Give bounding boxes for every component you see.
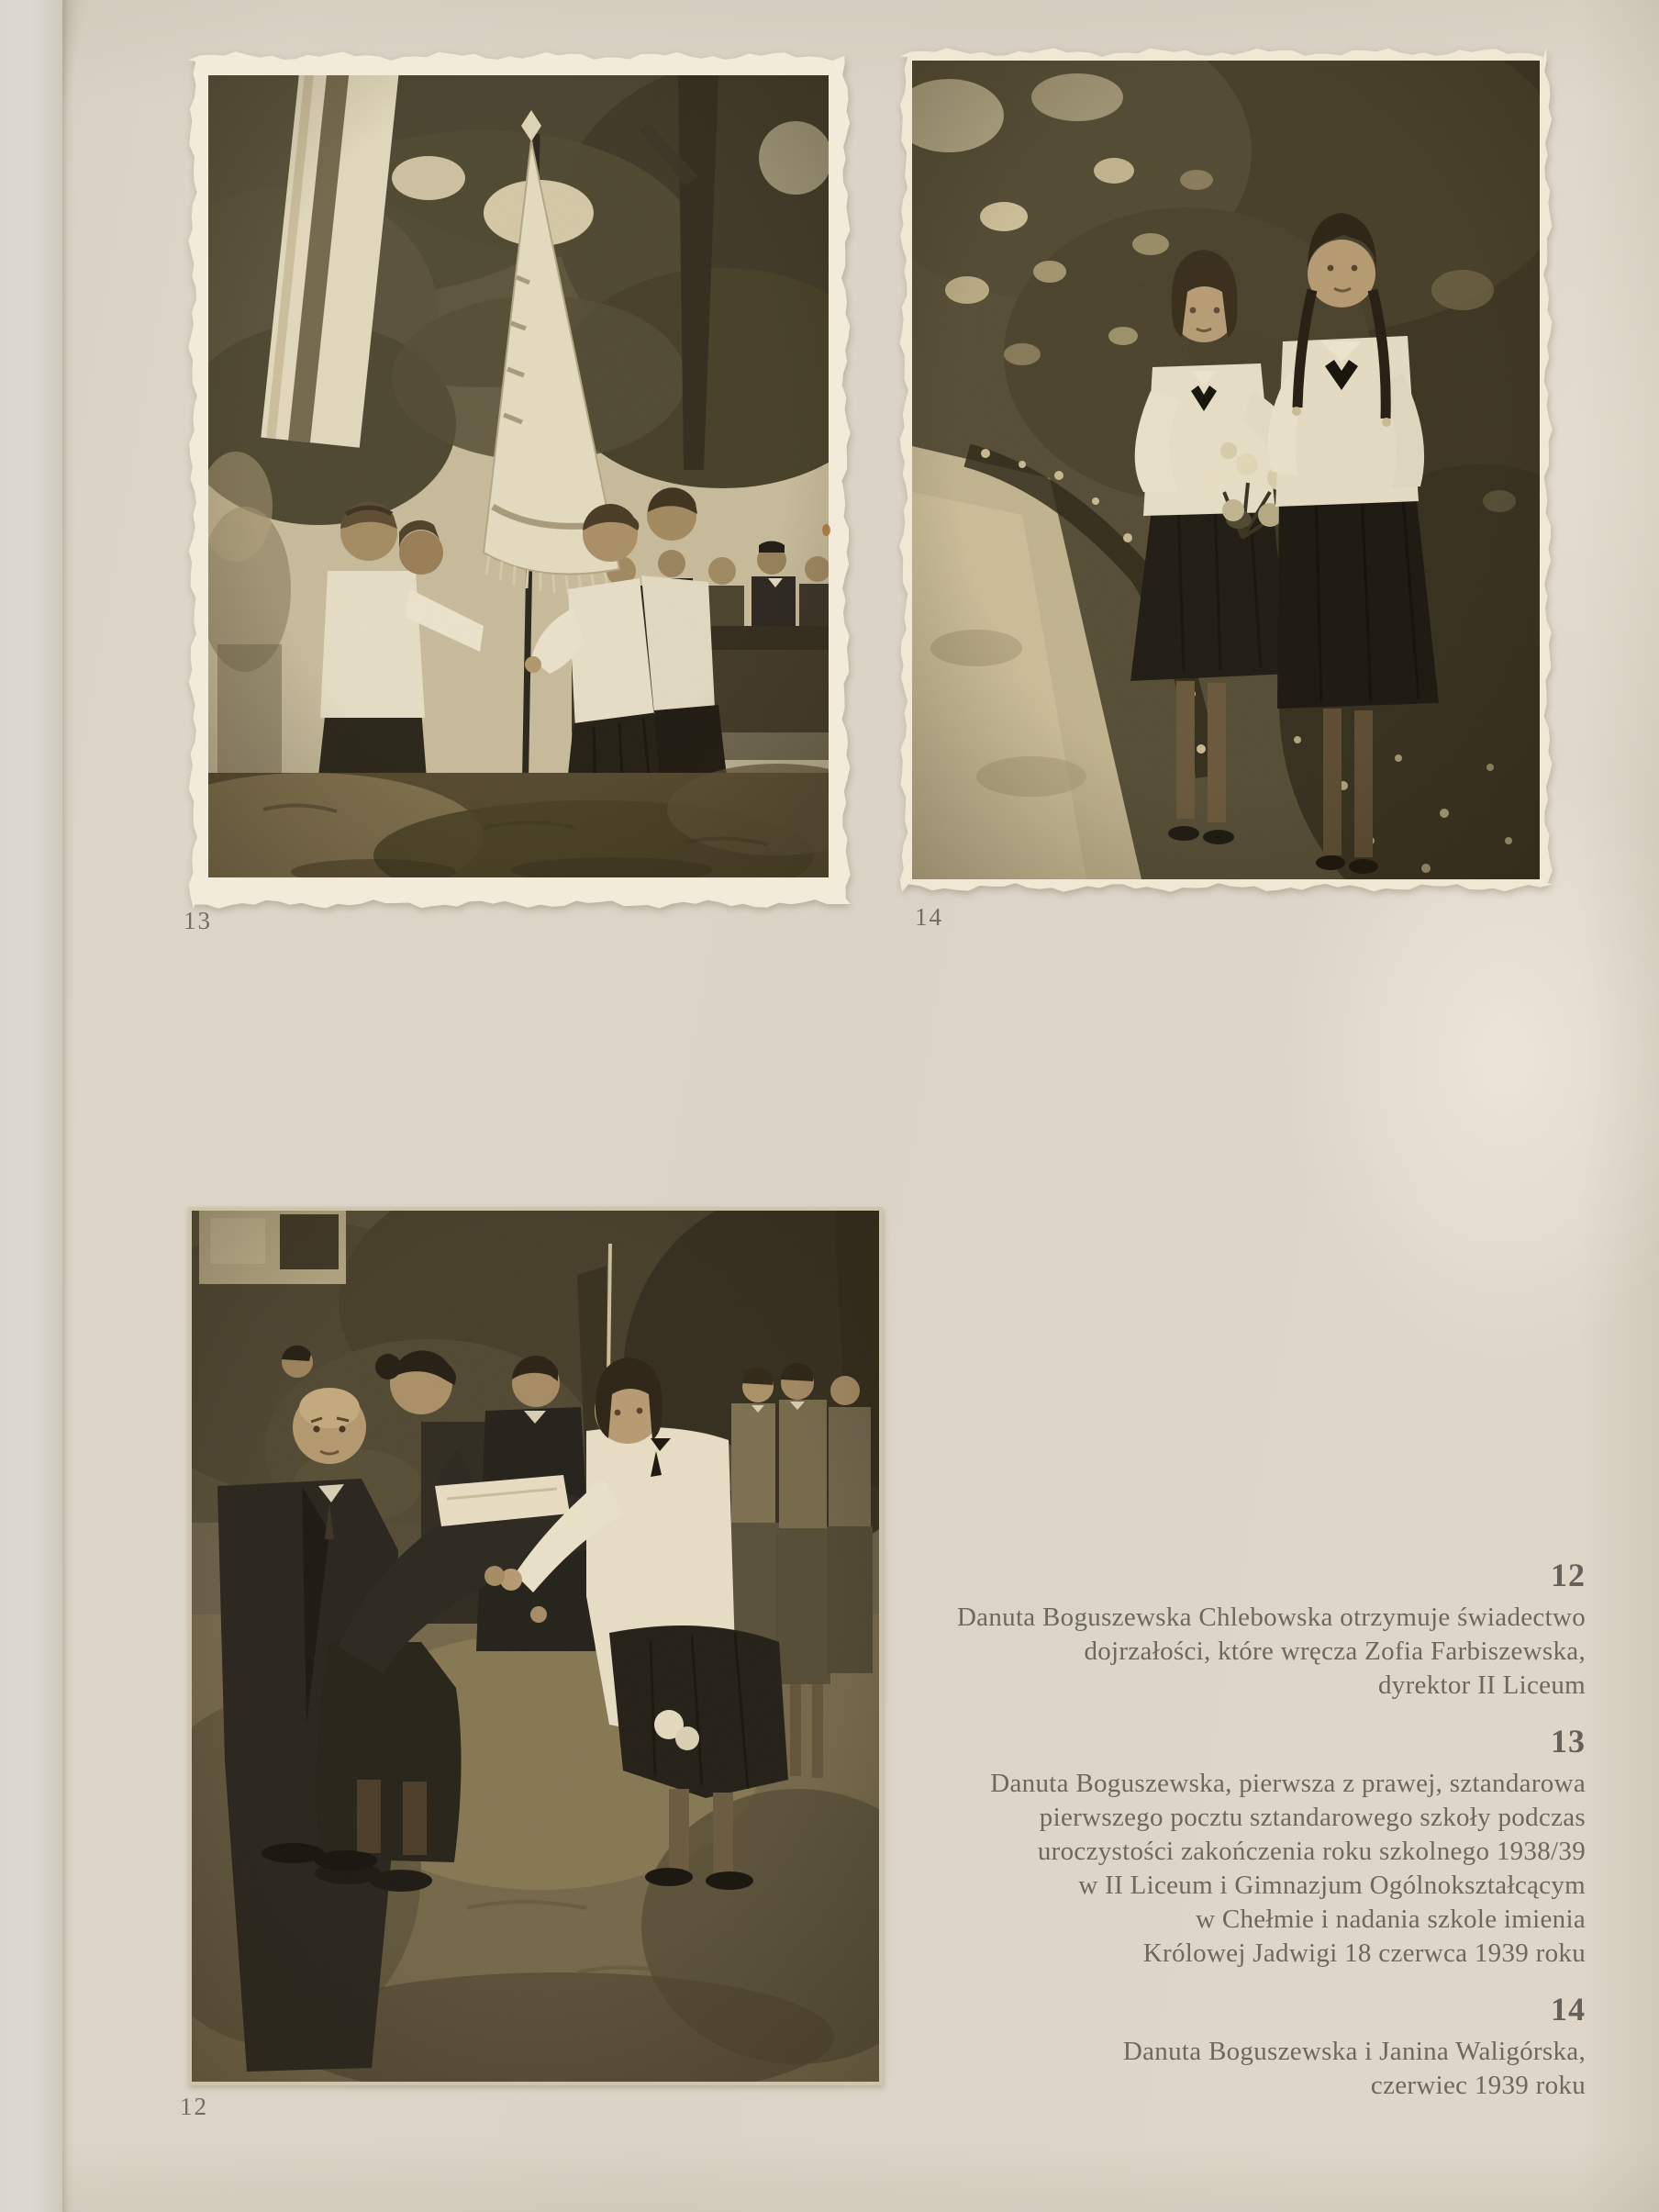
caption-12-line: dyrektor II Liceum	[1377, 1670, 1586, 1700]
page-crease-shadow	[62, 0, 75, 2212]
caption-12	[861, 1558, 1586, 1703]
caption-14-line: Danuta Boguszewska i Janina Waligórska,	[1122, 2037, 1586, 2066]
photo-12-certificate-handover	[188, 1207, 883, 2085]
photo-12-number-label: 12	[180, 2093, 208, 2120]
caption-12-line: dojrzałości, które wręcza Zofia Farbiszewska,	[1084, 1637, 1586, 1666]
caption-13-line: w Chełmie i nadania szkole imienia	[1196, 1905, 1586, 1934]
caption-13-number: 13	[1551, 1723, 1586, 1760]
photo-13-image	[208, 75, 829, 877]
photo-13-print	[188, 51, 851, 909]
caption-14-line: czerwiec 1939 roku	[1370, 2071, 1586, 2100]
photo-14-two-women	[899, 48, 1553, 892]
photo-14-image	[912, 61, 1540, 879]
photo-14-print	[899, 48, 1553, 892]
caption-13-line: Danuta Boguszewska, pierwsza z prawej, sztandarowa	[990, 1769, 1586, 1798]
page-gutter-edge	[0, 0, 62, 2212]
caption-13	[861, 1725, 1586, 1971]
photo-13-number-label: 13	[184, 907, 212, 934]
photo-13-flag-ceremony	[188, 51, 851, 909]
caption-13-line: w II Liceum i Gimnazjum Ogólnokształcącym	[1078, 1871, 1586, 1900]
caption-14	[861, 1993, 1586, 2103]
caption-column	[861, 1558, 1586, 2103]
caption-14-number: 14	[1551, 1991, 1586, 2028]
photo-12-image	[192, 1211, 879, 2082]
caption-13-line: Królowej Jadwigi 18 czerwca 1939 roku	[1142, 1938, 1586, 1968]
rust-stain	[822, 524, 830, 536]
caption-13-line: uroczystości zakończenia roku szkolnego 1938/39	[1037, 1837, 1586, 1866]
caption-12-number: 12	[1551, 1557, 1586, 1593]
photo-12-print	[188, 1207, 883, 2085]
photo-14-number-label: 14	[915, 903, 943, 931]
caption-12-line: Danuta Boguszewska Chlebowska otrzymuje świadectwo	[956, 1603, 1586, 1632]
caption-13-line: pierwszego pocztu sztandarowego szkoły podczas	[1039, 1803, 1586, 1832]
